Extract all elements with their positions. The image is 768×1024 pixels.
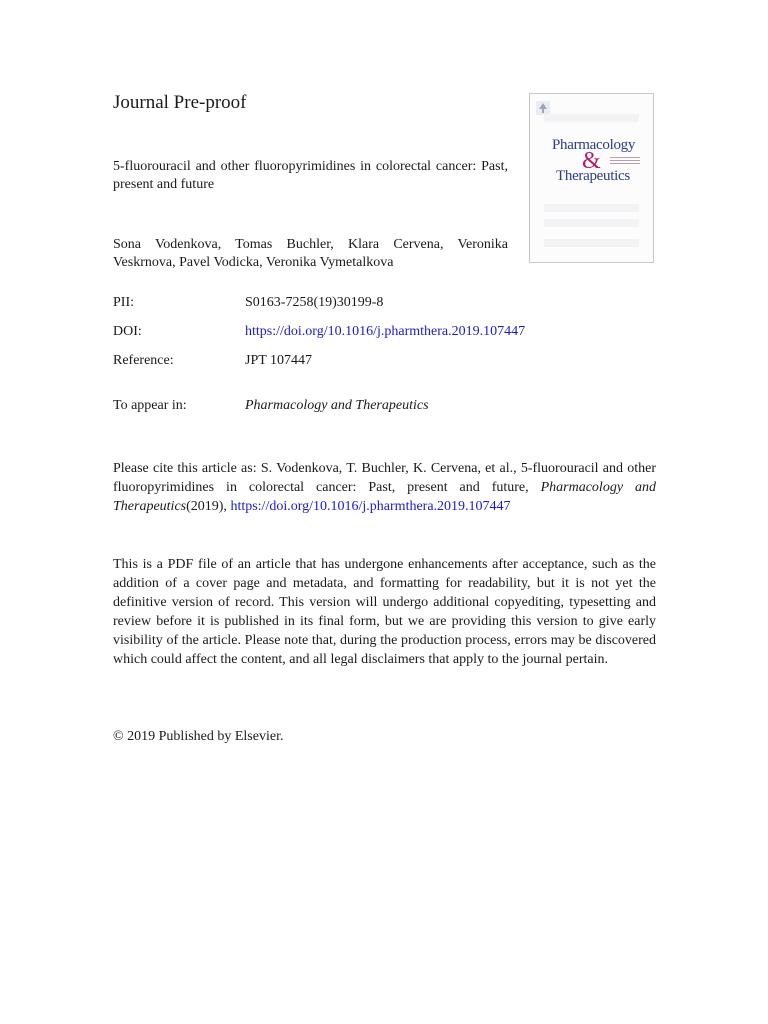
appear-in-row — [113, 397, 429, 415]
cover-decoration — [544, 114, 639, 122]
elsevier-logo-icon — [536, 101, 550, 115]
preproof-notice-paragraph: This is a PDF file of an article that has undergone enhancements after acceptance, such as the addition of a cover page and metadata, and formatting for readability, but it is not yet the definitive version of record. This version will undergo additional copyediting, typesetting and review before it is published in its final form, but we are providing this version to give early visibility of the article. Please note that, during the production process, errors may be discovered which could affect the content, and all legal disclaimers that apply to the journal pertain. — [113, 557, 656, 667]
cover-title-word1: Pharmacology — [552, 137, 636, 153]
appear-in-label: To appear in: — [113, 398, 187, 413]
citation-text: Please cite this article as: S. Vodenkova, T. Buchler, K. Cervena, et al., 5-fluorouracil and other fluoropyrimidines in colorectal cancer: Past, present and future, — [113, 461, 656, 495]
cover-decoration — [544, 239, 639, 247]
citation-doi-link[interactable]: https://doi.org/10.1016/j.pharmthera.2019.107447 — [230, 499, 511, 514]
citation-year: (2019), — [186, 499, 231, 514]
cover-decoration — [544, 219, 639, 227]
citation-paragraph — [113, 459, 656, 516]
pii-row — [113, 294, 383, 312]
doi-link[interactable]: https://doi.org/10.1016/j.pharmthera.2019.107447 — [245, 324, 526, 339]
doi-row — [113, 323, 525, 341]
cover-decoration — [544, 204, 639, 212]
journal-preproof-heading: Journal Pre-proof — [113, 92, 247, 113]
reference-value: JPT 107447 — [245, 353, 313, 368]
cover-title-word2: Therapeutics — [556, 168, 630, 184]
article-title: 5-fluorouracil and other fluoropyrimidines in colorectal cancer: Past, present and future — [113, 159, 508, 192]
doi-label: DOI: — [113, 324, 142, 339]
copyright-notice: © 2019 Published by Elsevier. — [113, 729, 284, 744]
reference-label: Reference: — [113, 353, 174, 368]
appear-in-journal: Pharmacology and Therapeutics — [245, 398, 429, 413]
journal-cover-thumbnail — [529, 93, 654, 263]
cover-tagline — [610, 157, 640, 164]
pii-value: S0163-7258(19)30199-8 — [245, 295, 384, 310]
author-list: Sona Vodenkova, Tomas Buchler, Klara Cervena, Veronika Veskrnova, Pavel Vodicka, Veronika Vymetalkova — [113, 237, 508, 270]
citation-journal: Pharmacology and Therapeutics — [113, 480, 656, 514]
cover-ampersand: & — [582, 148, 601, 174]
reference-row — [113, 352, 312, 370]
pii-label: PII: — [113, 295, 134, 310]
